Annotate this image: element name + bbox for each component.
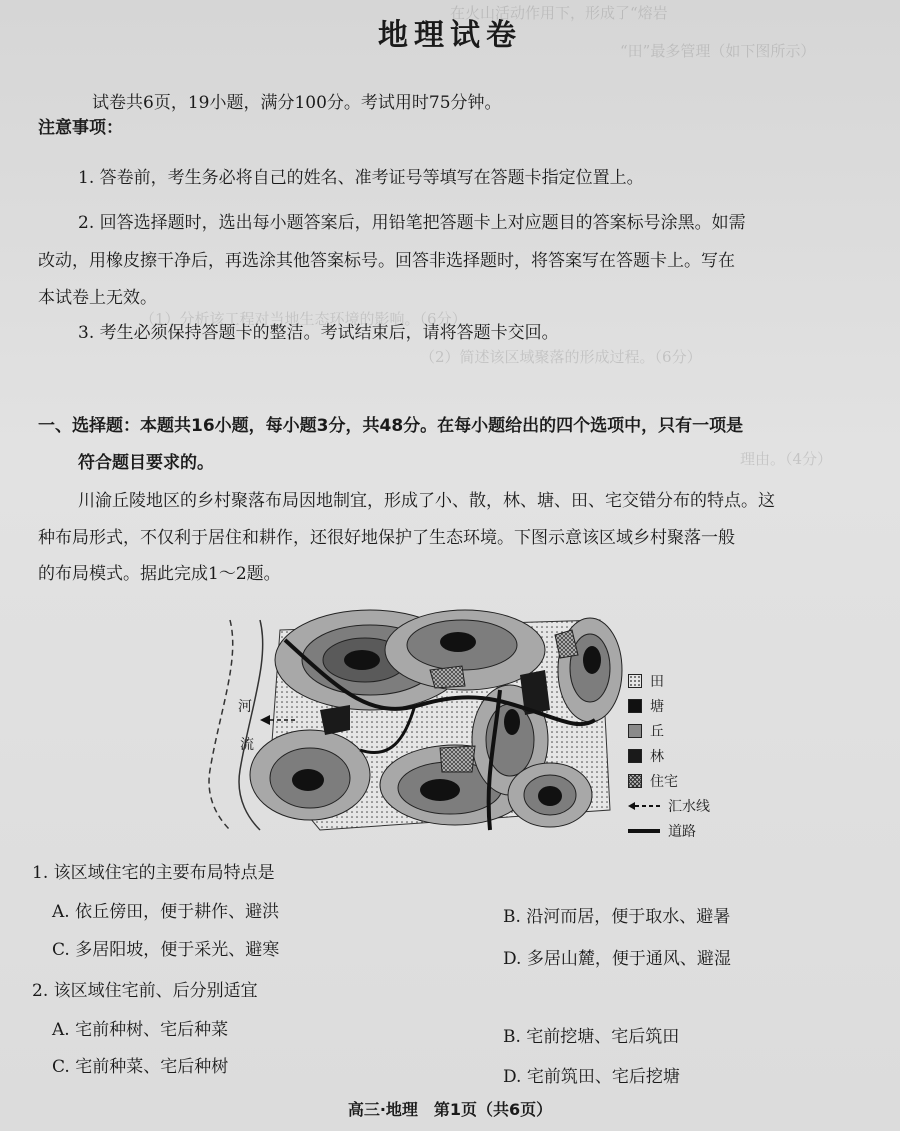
river-label: 流 <box>240 737 254 753</box>
legend-item-pond: 塘 <box>628 693 738 718</box>
house-patch <box>440 746 475 772</box>
bleed-through-text: 理由。（4分） <box>740 450 833 468</box>
notice-heading: 注意事项： <box>38 118 123 138</box>
section-heading-line-2: 符合题目要求的。 <box>78 453 214 473</box>
question-2-stem: 2. 该区域住宅前、后分别适宜 <box>32 981 258 1001</box>
hill-bottom-right <box>508 763 592 827</box>
black-pond-swatch-icon <box>628 699 642 713</box>
bleed-through-text: “田”最多管理（如下图所示） <box>620 42 816 60</box>
question-1-option-d: D. 多居山麓，便于通风、避湿 <box>503 949 731 969</box>
legend-item-field: 田 <box>628 668 738 693</box>
drainage-arrow <box>260 715 270 725</box>
question-1-option-a: A. 依丘傍田，便于耕作、避洪 <box>52 902 280 922</box>
map-legend <box>628 668 738 843</box>
legend-item-road: 道路 <box>628 818 738 843</box>
bleed-through-text: （1）分析该工程对当地生态环境的影响。（6分） <box>140 310 467 328</box>
notice-item-1: 1. 答卷前，考生务必将自己的姓名、准考证号等填写在答题卡指定位置上。 <box>78 168 644 188</box>
intro-text: 试卷共6页，19小题，满分100分。考试用时75分钟。 <box>92 93 502 113</box>
question-2-option-c: C. 宅前种菜、宅后种树 <box>52 1057 229 1077</box>
dotted-field-swatch-icon <box>628 674 642 688</box>
hill-bottom-left <box>250 730 370 820</box>
question-2-option-d: D. 宅前筑田、宅后挖塘 <box>503 1067 680 1087</box>
legend-item-forest: 林 <box>628 743 738 768</box>
page-title: 地理试卷 <box>378 18 522 53</box>
notice-item-2-line-1: 2. 回答选择题时，选出每小题答案后，用铅笔把答题卡上对应题目的答案标号涂黑。如需 <box>78 213 746 233</box>
dashed-arrow-line-icon <box>628 801 660 811</box>
bleed-through-text: （2）简述该区域聚落的形成过程。（6分） <box>420 348 702 366</box>
legend-item-house: 住宅 <box>628 768 738 793</box>
river-bank <box>209 620 233 830</box>
question-1-option-b: B. 沿河而居，便于取水、避暑 <box>503 907 731 927</box>
gray-hill-swatch-icon <box>628 724 642 738</box>
crosshatch-house-swatch-icon <box>628 774 642 788</box>
notice-item-2-line-3: 本试卷上无效。 <box>38 288 157 308</box>
legend-item-hill: 丘 <box>628 718 738 743</box>
house-patch <box>430 666 465 688</box>
question-1-stem: 1. 该区域住宅的主要布局特点是 <box>32 863 275 883</box>
question-2-option-b: B. 宅前挖塘、宅后筑田 <box>503 1027 680 1047</box>
question-1-option-c: C. 多居阳坡，便于采光、避寒 <box>52 940 280 960</box>
river-label: 河 <box>238 699 252 715</box>
dark-forest-swatch-icon <box>628 749 642 763</box>
forest-patch <box>320 705 350 735</box>
passage-line-1: 川渝丘陵地区的乡村聚落布局因地制宜，形成了小、散，林、塘、田、宅交错分布的特点。这 <box>78 491 775 511</box>
passage-line-2: 种布局形式，不仅利于居住和耕作，还很好地保护了生态环境。下图示意该区域乡村聚落一般 <box>38 528 735 548</box>
legend-item-drainage: 汇水线 <box>628 793 738 818</box>
notice-item-2-line-2: 改动，用橡皮擦干净后，再选涂其他答案标号。回答非选择题时，将答案写在答题卡上。写在 <box>38 251 735 271</box>
passage-line-3: 的布局模式。据此完成1～2题。 <box>38 564 281 584</box>
section-heading-line-1: 一、选择题：本题共16小题，每小题3分，共48分。在每小题给出的四个选项中，只有一项是 <box>38 416 744 436</box>
question-2-option-a: A. 宅前种树、宅后种菜 <box>52 1020 229 1040</box>
notice-item-3: 3. 考生必须保持答题卡的整洁。考试结束后，请将答题卡交回。 <box>78 323 559 343</box>
bleed-through-text: 在火山活动作用下，形成了“熔岩 <box>450 4 668 22</box>
thick-road-line-icon <box>628 826 660 836</box>
page-footer: 高三·地理 第1页（共6页） <box>347 1100 553 1119</box>
